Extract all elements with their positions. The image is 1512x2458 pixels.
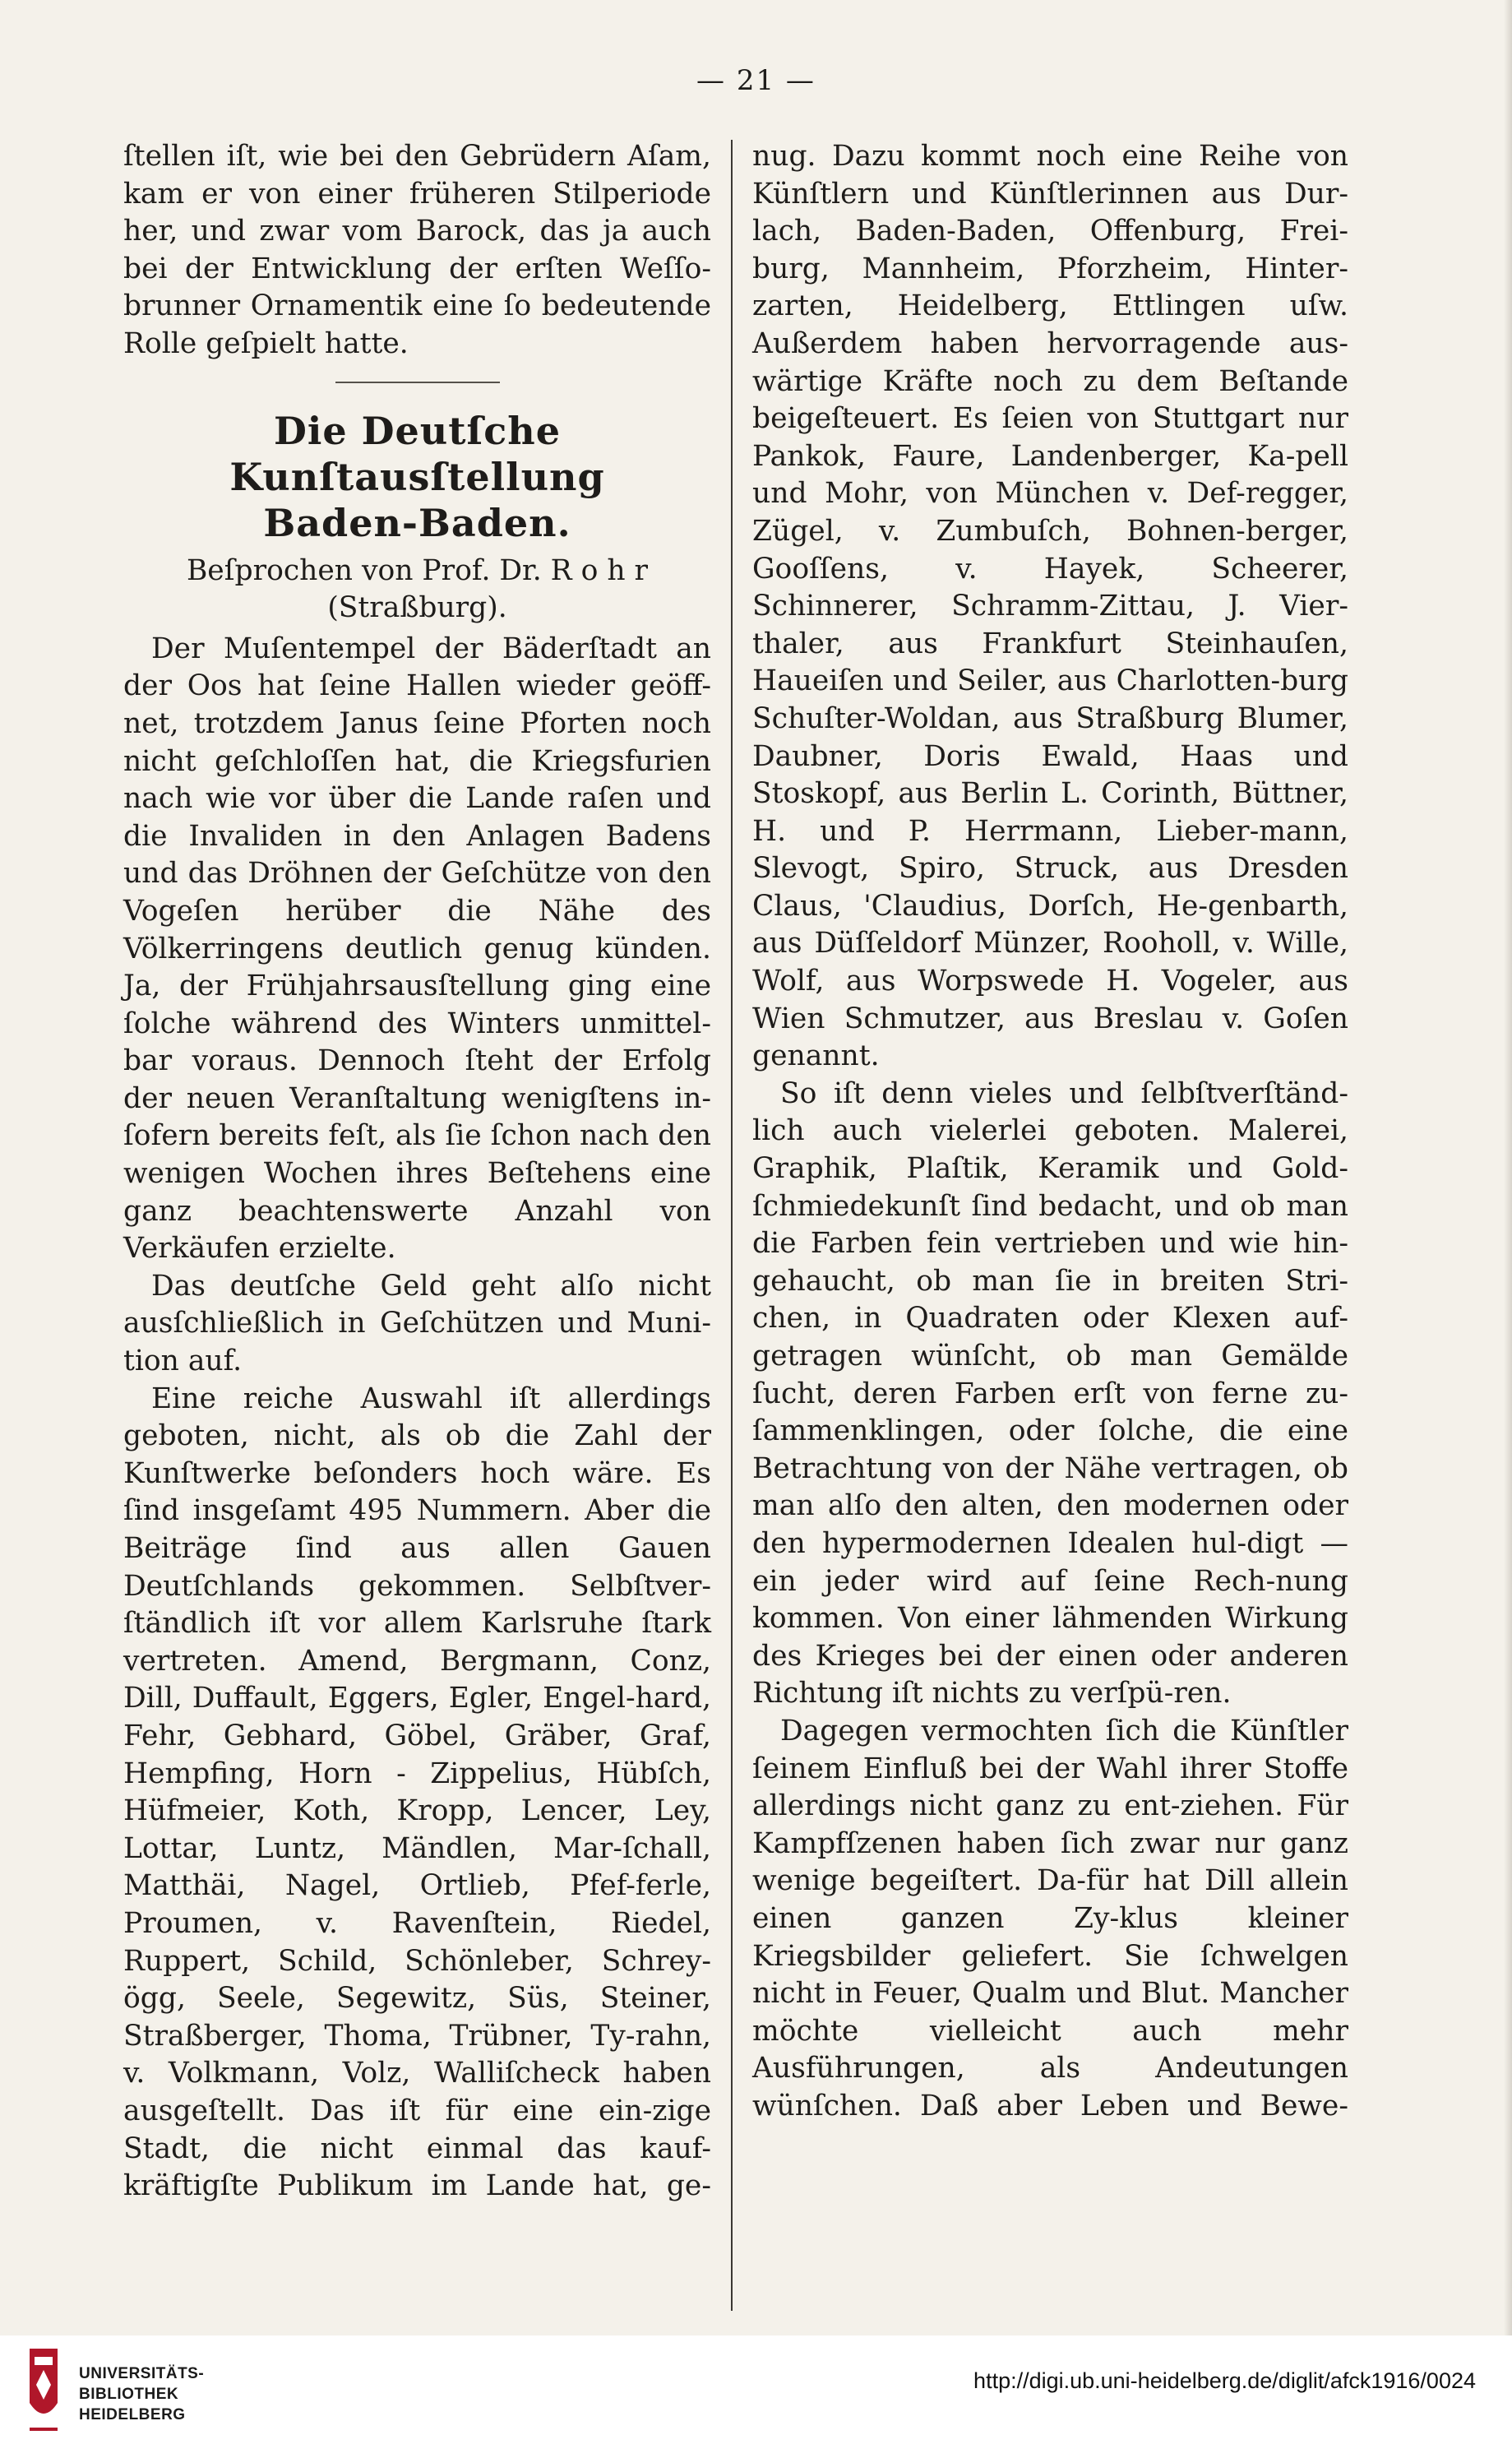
- library-name-line-3: HEIDELBERG: [79, 2405, 186, 2423]
- article-headline: [123, 408, 711, 546]
- byline-author: Beſprochen von Prof. Dr. R o h r: [186, 553, 649, 587]
- paragraph: Eine reiche Auswahl iſt allerdings geboten, nicht, als ob die Zahl der Kunſtwerke beſonders hoch wäre. Es ſind insgeſamt 495 Nummern. Aber die Beiträge ſind aus allen Gauen Deutſchlands gekommen. Selbſtver-ſtändlich iſt vor allem Karlsruhe ſtark vertreten. Amend, Bergmann, Conz, Dill, Duffault, Eggers, Egler, Engel-hard, Fehr, Gebhard, Göbel, Gräber, Graf, Hempfing, Horn - Zippelius, Hübſch, Hüfmeier, Koth, Kropp, Lencer, Ley, Lottar, Luntz, Mändlen, Mar-ſchall, Matthäi, Nagel, Ortlieb, Pfef-ferle, Proumen, v. Ravenſtein, Riedel, Ruppert, Schild, Schönleber, Schrey-ögg, Seele, Segewitz, Süs, Steiner, Straßberger, Thoma, Trübner, Ty-rahn, v. Volkmann, Volz, Walliſcheck haben ausgeſtellt. Das iſt für eine ein-zige Stadt, die nicht einmal das kauf-kräftigſte Publikum im Lande hat, ge-: [123, 1382, 711, 2203]
- right-column: [752, 138, 1348, 2125]
- intro-paragraph: ſtellen iſt, wie bei den Gebrüdern Aſam, kam er von einer früheren Stilperiode her, und zwar vom Barock, das ja auch bei der Entwicklung der erſten Weſſo-brunner Ornamentik eine ſo bedeutende Rolle geſpielt hatte.: [123, 140, 711, 360]
- column-rule: [731, 140, 733, 2311]
- library-logo[interactable]: [25, 2345, 204, 2442]
- paragraph: Der Muſentempel der Bäderſtadt an der Oos hat ſeine Hallen wieder geöff-net, trotzdem Janus ſeine Pforten noch nicht geſchloſſen hat, die Kriegsfurien nach wie vor über die Lande raſen und die Invaliden in den Anlagen Badens und das Dröhnen der Geſchütze von den Vogeſen herüber die Nähe des Völkerringens deutlich genug künden. Ja, der Frühjahrsausſtellung ging eine ſolche während des Winters unmittel-bar voraus. Dennoch ſteht der Erfolg der neuen Veranſtaltung wenigſtens in-ſofern bereits feſt, als ſie ſchon nach den wenigen Wochen ihres Beſtehens eine ganz beachtenswerte Anzahl von Verkäufen erzielte.: [123, 632, 711, 1266]
- byline-location: (Straßburg).: [327, 591, 507, 625]
- paragraph: Dagegen vermochten ſich die Künſtler ſeinem Einfluß bei der Wahl ihrer Stoffe allerdings nicht ganz zu ent-ziehen. Für Kampfſzenen haben ſich zwar nur ganz wenige begeiſtert. Da-für hat Dill allein einen ganzen Zy-klus kleiner Kriegsbilder geliefert. Sie ſchwelgen nicht in Feuer, Qualm und Blut. Mancher möchte vielleicht auch mehr Ausführungen, als Andeutungen wünſchen. Daß aber Leben und Bewe-: [752, 1714, 1348, 2122]
- library-name-line-2: BIBLIOTHEK: [79, 2385, 179, 2403]
- left-column: [123, 138, 711, 2206]
- paragraph: So iſt denn vieles und ſelbſtverſtänd-lich auch vielerlei geboten. Malerei, Graphik, Plaſtik, Keramik und Gold-ſchmiedekunſt ſind bedacht, und ob man die Farben fein vertrieben und wie hin-gehaucht, ob man ſie in breiten Stri-chen, in Quadraten oder Klexen auf-getragen wünſcht, ob man Gemälde ſucht, deren Farben erſt von ferne zu-ſammenklingen, oder ſolche, die eine Betrachtung von der Nähe vertragen, ob man alſo den alten, den modernen oder den hypermodernen Idealen hul-digt — ein jeder wird auf ſeine Rech-nung kommen. Von einer lähmenden Wirkung des Krieges bei der einen oder anderen Richtung iſt nichts zu verſpü-ren.: [752, 1076, 1348, 1710]
- headline-line-1: Die Deutſche Kunſtausſtellung: [229, 408, 605, 499]
- library-name-line-1: UNIVERSITÄTS-: [79, 2364, 205, 2382]
- page-number: — 21 —: [696, 64, 816, 97]
- library-seal-icon: [25, 2345, 62, 2442]
- headline-line-2: Baden-Baden.: [263, 500, 571, 545]
- article-byline: [123, 553, 711, 627]
- paragraph: nug. Dazu kommt noch eine Reihe von Künſtlern und Künſtlerinnen aus Dur-lach, Baden-Baden, Offenburg, Frei-burg, Mannheim, Pforzheim, Hinter-zarten, Heidelberg, Ettlingen uſw. Außerdem haben hervorragende aus-wärtige Kräfte noch zu dem Beſtande beigeſteuert. Es ſeien von Stuttgart nur Pankok, Faure, Landenberger, Ka-pell und Mohr, von München v. Def-regger, Zügel, v. Zumbuſch, Bohnen-berger, Gooſſens, v. Hayek, Scheerer, Schinnerer, Schramm-Zittau, J. Vier-thaler, aus Frankfurt Steinhauſen, Haueiſen und Seiler, aus Charlotten-burg Schuſter-Woldan, aus Straßburg Blumer, Daubner, Doris Ewald, Haas und Stoskopf, aus Berlin L. Corinth, Büttner, H. und P. Herrmann, Lieber-mann, Slevogt, Spiro, Struck, aus Dresden Claus, 'Claudius, Dorſch, He-genbarth, aus Düſſeldorf Münzer, Rooholl, v. Wille, Wolf, aus Worpswede H. Vogeler, aus Wien Schmutzer, aus Breslau v. Goſen genannt.: [752, 140, 1348, 1073]
- page-edge-shadow: [1504, 0, 1512, 2335]
- library-name: [79, 2363, 204, 2425]
- source-url-link[interactable]: http://digi.ub.uni-heidelberg.de/diglit/afck1916/0024: [973, 2368, 1476, 2393]
- section-separator: [335, 382, 500, 383]
- paragraph: Das deutſche Geld geht alſo nicht ausſchließlich in Geſchützen und Muni-tion auf.: [123, 1269, 711, 1378]
- footer-strip: [0, 2335, 1512, 2458]
